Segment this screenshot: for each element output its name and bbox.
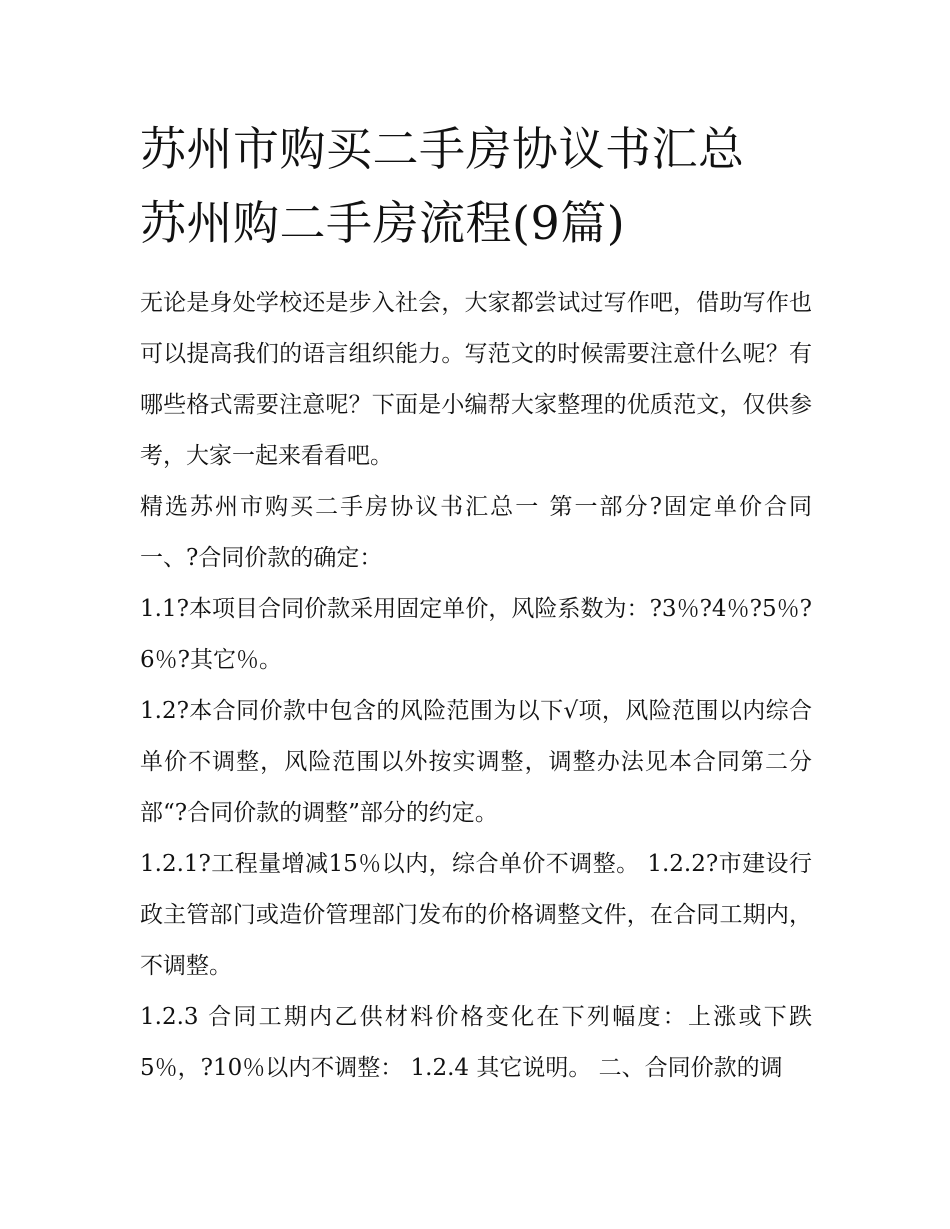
document-content (140, 112, 812, 1094)
clause-1-2-1: 1.2.1?工程量增减15％以内，综合单价不调整。 1.2.2?市建设行政主管部门或造价管理部门发布的价格调整文件，在合同工期内，不调整。 (140, 851, 812, 979)
title-line-1: 苏州市购买二手房协议书汇总 (140, 122, 745, 176)
clause-1-2: 1.2?本合同价款中包含的风险范围为以下√项，风险范围以内综合单价不调整，风险范围以外按实调整，调整办法见本合同第二分部“?合同价款的调整”部分的约定。 (140, 698, 812, 826)
document-title (140, 112, 812, 260)
intro-paragraph: 无论是身处学校还是步入社会，大家都尝试过写作吧，借助写作也可以提高我们的语言组织能力。写范文的时候需要注意什么呢？有哪些格式需要注意呢？下面是小编帮大家整理的优质范文，仅供参考，大家一起来看看吧。 (140, 290, 812, 469)
clause-1-2-3: 1.2.3 合同工期内乙供材料价格变化在下列幅度：上涨或下跌5％，?10％以内不调整： 1.2.4 其它说明。 二、合同价款的调 (140, 1004, 812, 1081)
clause-1-1: 1.1?本项目合同价款采用固定单价，风险系数为：?3％?4％?5％?6％?其它％。 (140, 596, 812, 673)
section-one-heading: 精选苏州市购买二手房协议书汇总一 第一部分?固定单价合同 一、?合同价款的确定： (140, 494, 812, 571)
title-line-2: 苏州购二手房流程(9篇) (140, 196, 626, 250)
